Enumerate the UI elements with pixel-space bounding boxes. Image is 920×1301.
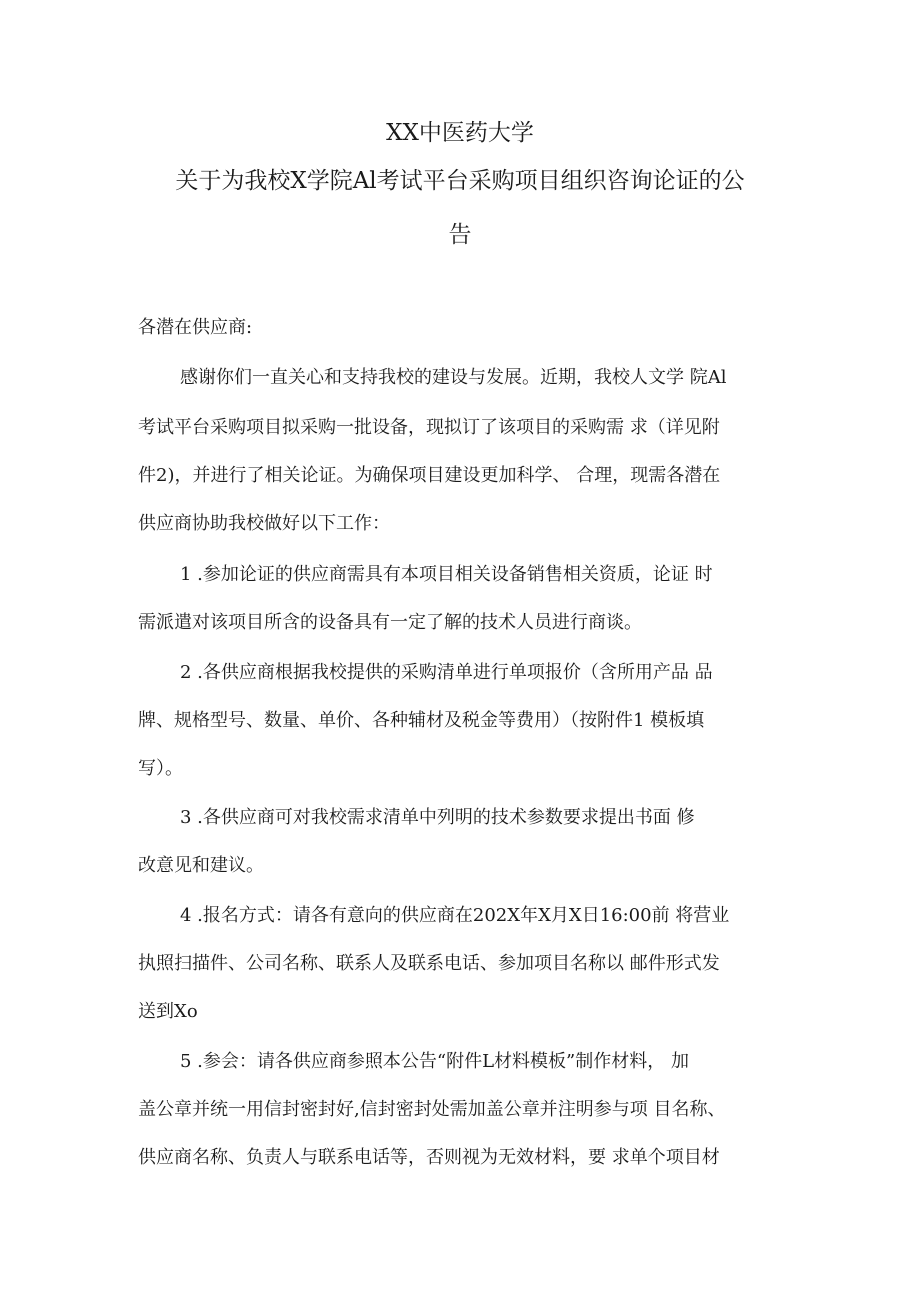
item-4-line: 送到Xo (138, 1001, 198, 1022)
title-announcement-end: 告 (448, 222, 472, 248)
body-line: 感谢你们一直关心和支持我校的建设与发展。近期，我校人文学 院Al (180, 367, 727, 388)
salutation: 各潜在供应商: (138, 317, 253, 338)
title-university: XX中医药大学 (386, 120, 534, 146)
body-line: 供应商协助我校做好以下工作： (138, 513, 390, 534)
item-2-line: 牌、规格型号、数量、单价、各种辅材及税金等费用）（按附件1 模板填 (138, 710, 705, 731)
body-line: 件2)，并进行了相关论证。为确保项目建设更加科学、 合理，现需各潜在 (138, 465, 721, 486)
item-2-line: 写）。 (138, 758, 183, 779)
item-2-line: 2 .各供应商根据我校提供的采购清单进行单项报价（含所用产品 品 (180, 662, 713, 683)
body-line: 考试平台采购项目拟采购一批设备，现拟订了该项目的采购需 求（详见附 (138, 417, 720, 438)
item-5-line: 5 .参会：请各供应商参照本公告“附件L材料模板”制作材料， 加 (180, 1051, 689, 1072)
item-3-line: 改意见和建议。 (138, 855, 264, 876)
item-4-line: 4 .报名方式：请各有意向的供应商在202X年X月X日16:00前 将营业 (180, 905, 730, 926)
item-3-line: 3 .各供应商可对我校需求清单中列明的技术参数要求提出书面 修 (180, 807, 695, 828)
item-5-line: 供应商名称、负责人与联系电话等，否则视为无效材料，要 求单个项目材 (138, 1147, 720, 1168)
item-1-line: 需派遣对该项目所含的设备具有一定了解的技术人员进行商谈。 (138, 612, 642, 633)
title-announcement: 关于为我校X学院Al考试平台采购项目组织咨询论证的公 (175, 168, 745, 194)
item-1-line: 1 .参加论证的供应商需具有本项目相关设备销售相关资质，论证 时 (180, 564, 713, 585)
item-4-line: 执照扫描件、公司名称、联系人及联系电话、参加项目名称以 邮件形式发 (138, 953, 720, 974)
item-5-line: 盖公章并统一用信封密封好,信封密封处需加盖公章并注明参与项 目名称、 (138, 1099, 726, 1120)
